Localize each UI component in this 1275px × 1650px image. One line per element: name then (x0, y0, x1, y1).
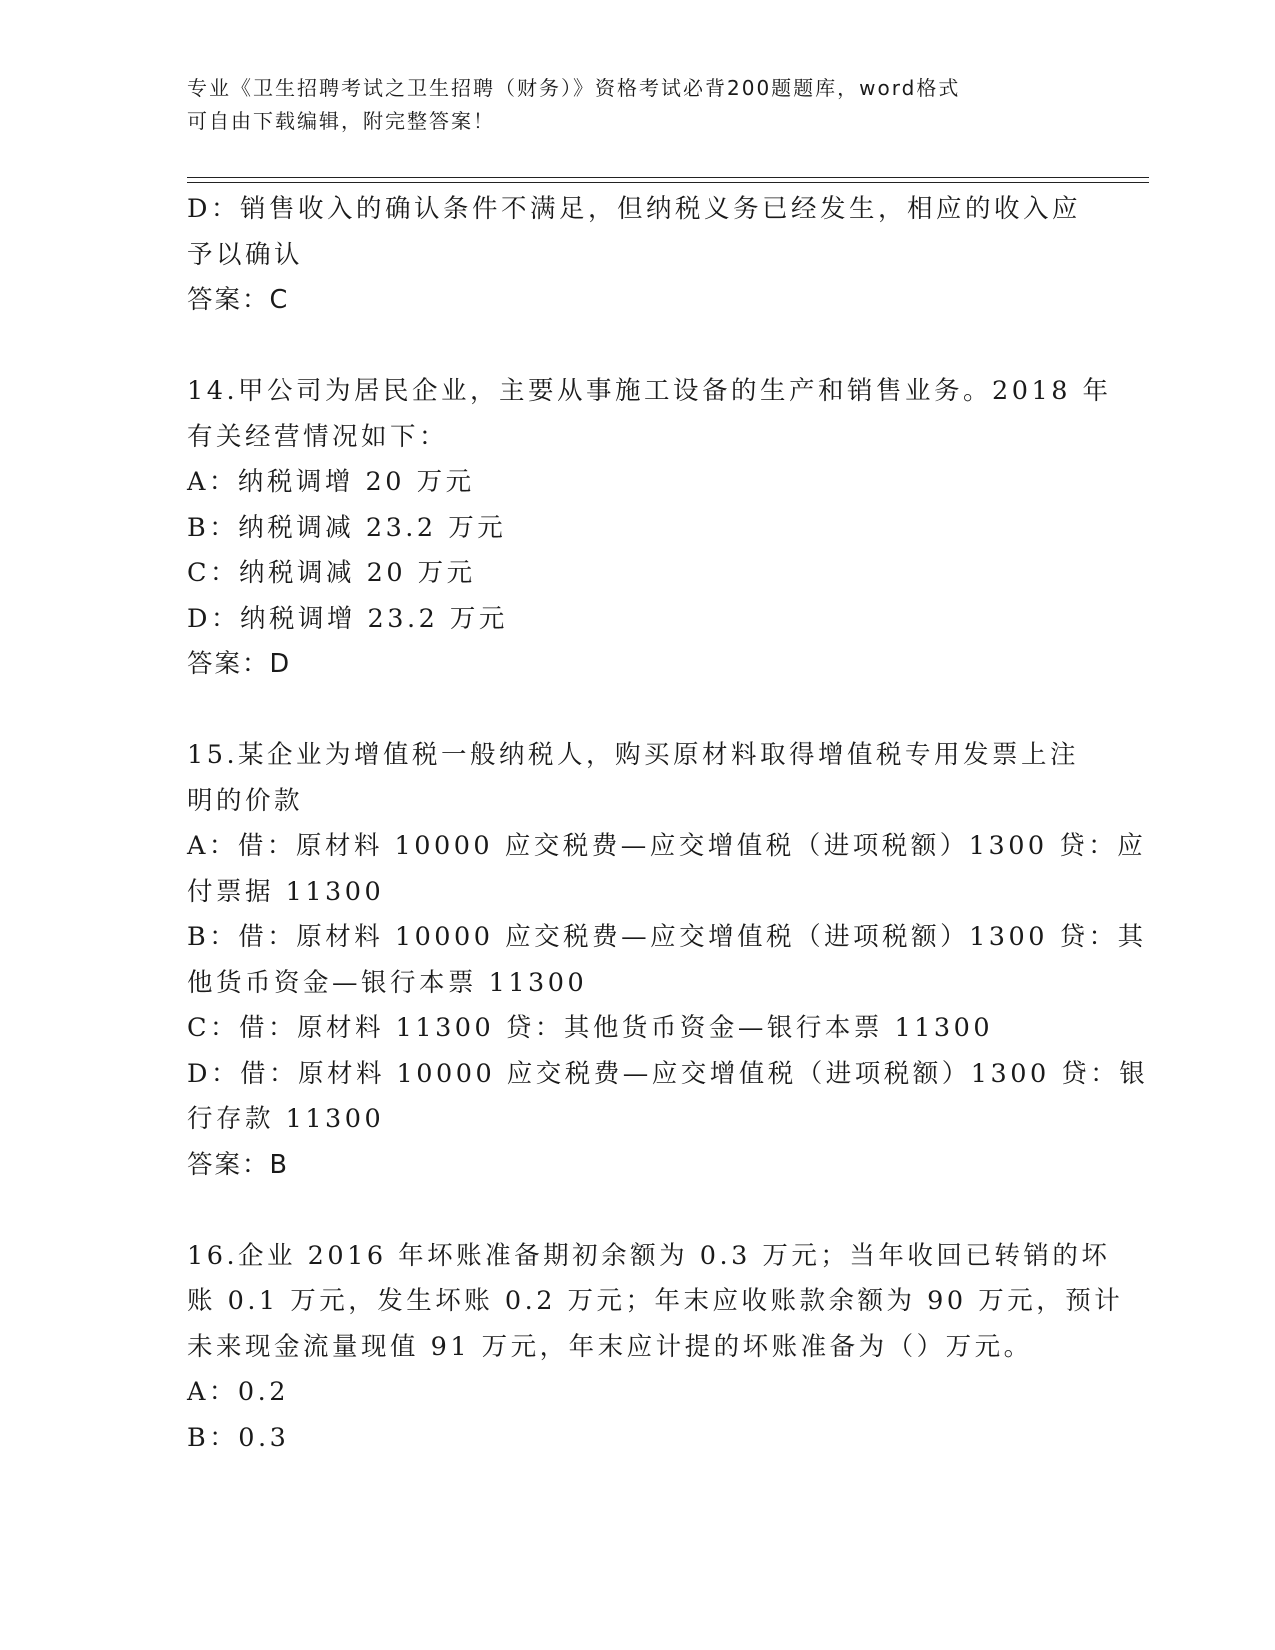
question-16 (187, 1234, 1124, 1462)
answer: 答案：D (187, 649, 292, 679)
option-b: B：0.3 (187, 1422, 290, 1453)
header-line-2: 可自由下载编辑，附完整答案！ (187, 109, 495, 133)
question-stem-line-1: 14.甲公司为居民企业，主要从事施工设备的生产和销售业务。2018 年 (187, 376, 1112, 406)
option-a: A：纳税调增 20 万元 (187, 467, 475, 497)
option-a-line-2: 付票据 11300 (187, 876, 385, 907)
option-d-line-1: D：借：原材料 10000 应交税费—应交增值税（进项税额）1300 贷：银 (187, 1058, 1149, 1089)
option-d-line-2: 行存款 11300 (187, 1104, 385, 1134)
question-15 (187, 733, 1149, 1188)
option-d-line-1: D：销售收入的确认条件不满足，但纳税义务已经发生，相应的收入应 (187, 194, 1081, 224)
option-a: A：0.2 (187, 1377, 289, 1407)
question-14 (187, 369, 1112, 688)
option-c: C：纳税调减 20 万元 (187, 558, 476, 588)
answer: 答案：B (187, 1149, 289, 1180)
spacer (187, 688, 1087, 734)
option-c: C：借：原材料 11300 贷：其他货币资金—银行本票 11300 (187, 1013, 994, 1043)
question-stem-line-2: 账 0.1 万元，发生坏账 0.2 万元；年末应收账款余额为 90 万元，预计 (187, 1286, 1124, 1316)
answer: 答案：C (187, 285, 290, 315)
header-line-1: 专业《卫生招聘考试之卫生招聘（财务）》资格考试必背200题题库，word格式 (187, 76, 961, 100)
header-divider-top (187, 177, 1149, 178)
option-b: B：纳税调减 23.2 万元 (187, 512, 507, 543)
question-stem-line-3: 未来现金流量现值 91 万元，年末应计提的坏账准备为（）万元。 (187, 1331, 1033, 1362)
spacer (187, 324, 1087, 370)
spacer (187, 1188, 1087, 1234)
option-d: D：纳税调增 23.2 万元 (187, 603, 508, 634)
option-d-line-2: 予以确认 (187, 239, 304, 270)
question-stem-line-2: 明的价款 (187, 785, 304, 816)
question-stem-line-2: 有关经营情况如下： (187, 421, 449, 452)
option-b-line-1: B：借：原材料 10000 应交税费—应交增值税（进项税额）1300 贷：其 (187, 922, 1147, 952)
option-a-line-1: A：借：原材料 10000 应交税费—应交增值税（进项税额）1300 贷：应 (187, 831, 1147, 861)
header-divider-bottom (187, 182, 1149, 183)
option-b-line-2: 他货币资金—银行本票 11300 (187, 967, 588, 998)
document-body (187, 187, 1149, 1461)
document-header (187, 72, 1067, 138)
question-stem-line-1: 15.某企业为增值税一般纳税人，购买原材料取得增值税专用发票上注 (187, 740, 1080, 770)
question-stem-line-1: 16.企业 2016 年坏账准备期初余额为 0.3 万元；当年收回已转销的坏 (187, 1240, 1111, 1271)
prev-question-tail (187, 187, 1087, 324)
